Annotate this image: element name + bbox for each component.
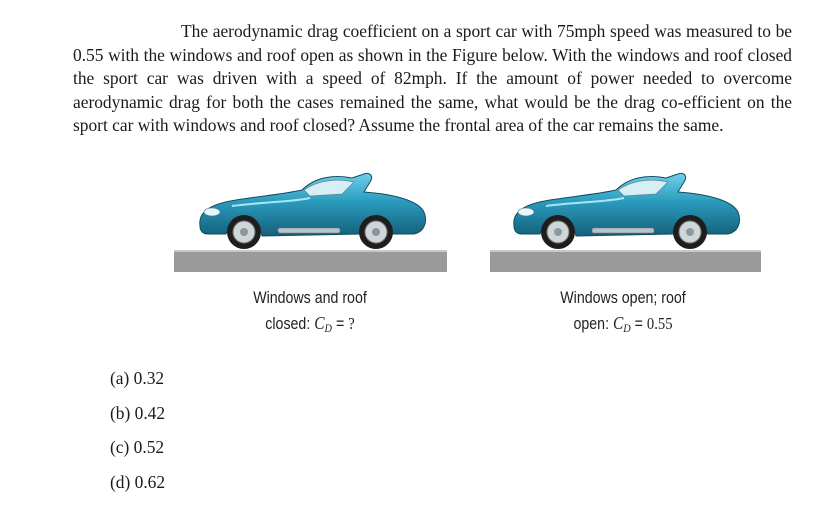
caption-closed [224, 286, 396, 341]
option-label: (d) [110, 471, 131, 492]
option-value: 0.32 [133, 368, 165, 388]
problem-statement: The aerodynamic drag coefficient on a sport car with 75mph speed was measured to be 0.55 with the windows and roof open as shown in the Figure below. With the windows and roof closed the sport car was driven with a speed of 82mph. If the amount of power needed to overcome aerodynamic drag for both the cases remained the same, what would be the drag co-efficient on the sport car with windows and roof closed? Assume the frontal area of the car remains the same. [73, 21, 792, 136]
caption-closed-line2 [224, 311, 396, 341]
option-label: (a) [110, 368, 130, 388]
option-value: 0.52 [133, 437, 165, 457]
answer-options [110, 366, 165, 504]
caption-open-value: 0.55 [646, 314, 673, 333]
drag-coefficient-subscript: D [623, 321, 631, 335]
ground-strip-left [174, 250, 447, 272]
option-b[interactable] [110, 401, 165, 436]
option-d[interactable] [110, 470, 165, 505]
ground-strip-right [490, 250, 761, 272]
option-c[interactable] [110, 435, 165, 470]
option-label: (c) [110, 437, 130, 457]
caption-closed-prefix: closed: [265, 315, 315, 333]
caption-closed-line1: Windows and roof [253, 289, 367, 307]
option-a[interactable] [110, 366, 165, 401]
option-value: 0.42 [134, 402, 166, 423]
caption-closed-value: ? [348, 314, 355, 333]
option-value: 0.62 [134, 471, 166, 492]
drag-coefficient-symbol: C [314, 313, 325, 333]
drag-coefficient-subscript: D [324, 321, 333, 335]
equals-sign: = [332, 315, 349, 333]
caption-open-line2 [537, 311, 709, 341]
sports-car-image-closed [192, 168, 432, 258]
caption-open-prefix: open: [573, 315, 613, 333]
caption-open-line1: Windows open; roof [560, 289, 686, 307]
equals-sign: = [630, 315, 647, 333]
caption-open [537, 286, 709, 341]
option-label: (b) [110, 402, 131, 423]
drag-coefficient-symbol: C [612, 313, 624, 333]
sports-car-image-open [506, 168, 746, 258]
